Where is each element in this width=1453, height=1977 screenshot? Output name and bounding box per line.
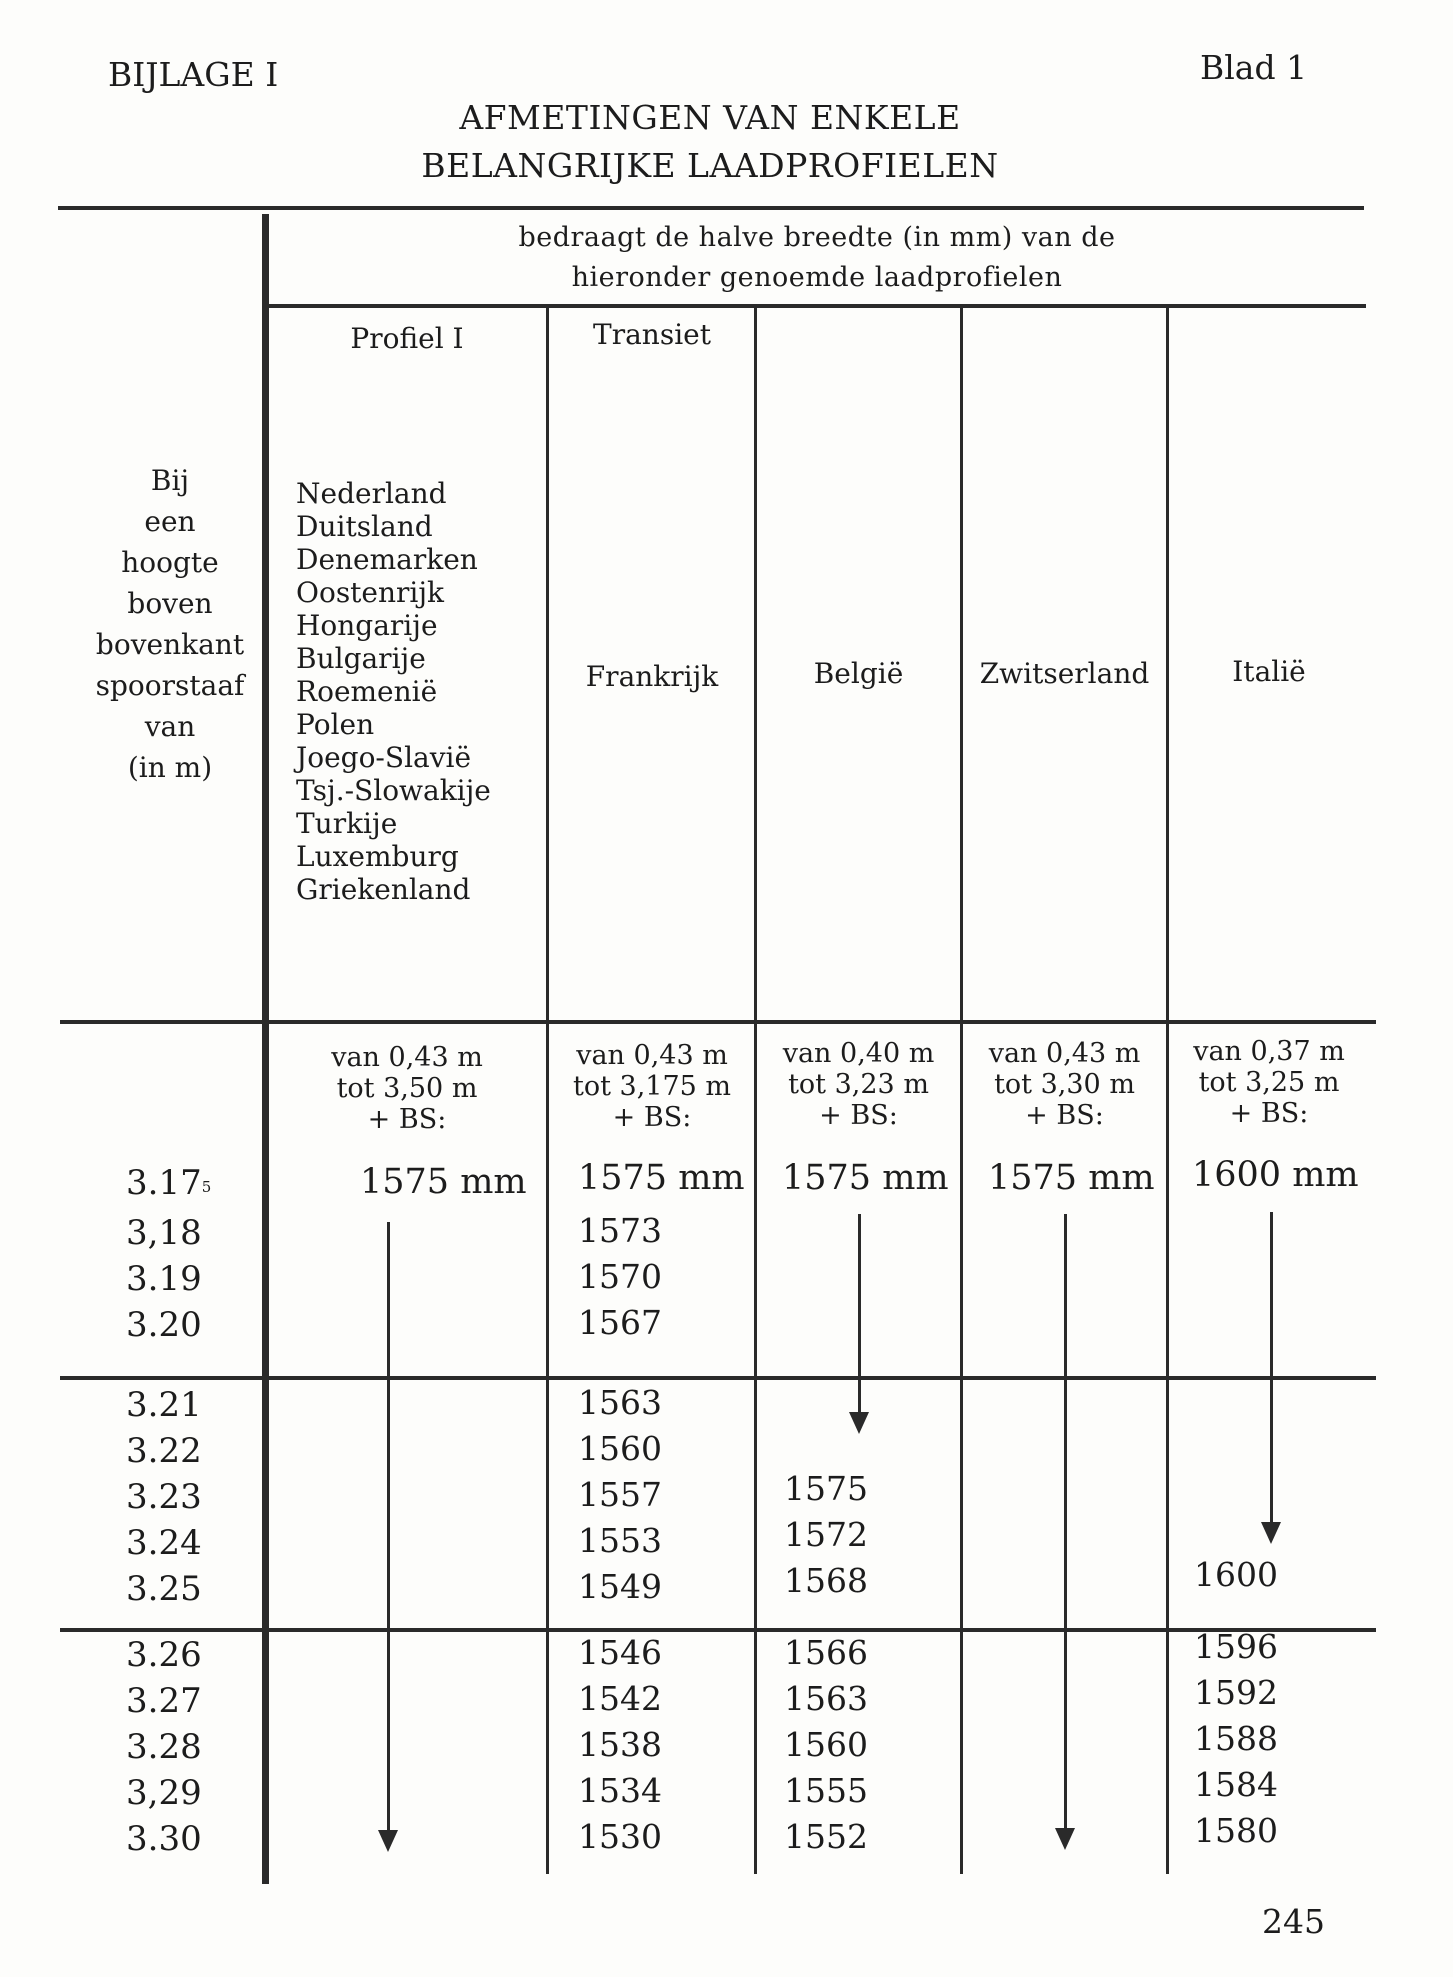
row-header-word: hoogte <box>121 546 219 579</box>
range-line: tot 3,25 m <box>1198 1067 1340 1098</box>
span-header-line2: hieronder genoemde laadprofielen <box>571 262 1063 293</box>
row-header-word: een <box>144 505 196 538</box>
frankrijk-value: 1567 <box>578 1303 662 1342</box>
country-item: Luxemburg <box>296 840 459 873</box>
range-line: tot 3,30 m <box>994 1069 1135 1100</box>
height-value: 3.27 <box>126 1681 202 1721</box>
belgie-values-group-2 <box>784 1466 868 1604</box>
italie-values-group-3 <box>1194 1624 1278 1854</box>
height-value: 3.24 <box>126 1523 202 1563</box>
heights-group-1 <box>126 1210 202 1348</box>
page-number: 245 <box>1262 1902 1325 1941</box>
country-item: Bulgarije <box>296 642 426 675</box>
height-value: 3.22 <box>126 1431 202 1471</box>
height-value: 3.30 <box>126 1819 202 1859</box>
heights-group-3 <box>126 1632 202 1862</box>
frankrijk-values-group-3 <box>578 1630 662 1860</box>
frankrijk-value: 1549 <box>578 1567 662 1606</box>
frankrijk-value: 1563 <box>578 1383 662 1422</box>
frankrijk-value: 1570 <box>578 1257 662 1296</box>
height-value: 3,18 <box>126 1213 202 1253</box>
range-line: tot 3,50 m <box>336 1073 478 1104</box>
range-line: tot 3,23 m <box>788 1069 929 1100</box>
italie-value: 1600 <box>1194 1555 1278 1594</box>
belgie-values-group-3 <box>784 1630 868 1860</box>
row-header-label <box>80 460 260 788</box>
range-line: van 0,37 m <box>1193 1036 1345 1067</box>
frankrijk-value: 1542 <box>578 1679 662 1718</box>
range-line: van 0,40 m <box>782 1038 935 1069</box>
height-main: 3.17 <box>126 1163 202 1203</box>
range-line: van 0,43 m <box>988 1038 1141 1069</box>
column-divider-1 <box>546 308 549 1874</box>
country-item: Turkije <box>296 807 398 840</box>
range-frankrijk <box>550 1040 754 1133</box>
frankrijk-values-group-1 <box>578 1208 662 1346</box>
belgie-value: 1560 <box>784 1725 868 1764</box>
column-label-italie: Italië <box>1232 655 1306 688</box>
frankrijk-value: 1538 <box>578 1725 662 1764</box>
range-belgie <box>757 1038 960 1131</box>
belgie-value: 1563 <box>784 1679 868 1718</box>
row-header-word: spoorstaaf <box>95 669 245 702</box>
country-item: Duitsland <box>296 510 433 543</box>
range-line: + BS: <box>367 1104 447 1135</box>
group-rule-1 <box>60 1376 1376 1380</box>
country-item: Oostenrijk <box>296 576 445 609</box>
page-title-line1: AFMETINGEN VAN ENKELE <box>459 98 961 137</box>
frankrijk-value: 1534 <box>578 1771 662 1810</box>
country-item: Polen <box>296 708 375 741</box>
height-value: 3,29 <box>126 1773 202 1813</box>
base-value-belgie: 1575 mm <box>782 1158 949 1198</box>
height-value: 3.20 <box>126 1305 202 1345</box>
range-profiel-i <box>268 1042 546 1135</box>
belgie-value: 1575 <box>784 1469 868 1508</box>
column-label-frankrijk: Frankrijk <box>585 660 719 693</box>
belgie-value: 1568 <box>784 1561 868 1600</box>
frankrijk-value: 1560 <box>578 1429 662 1468</box>
page-title-line2: BELANGRIJKE LAADPROFIELEN <box>421 146 999 185</box>
column-header-profiel-i: Profiel I <box>350 322 464 355</box>
country-item: Hongarije <box>296 609 438 642</box>
group-rule-2 <box>60 1628 1376 1632</box>
height-value: 3.28 <box>126 1727 202 1767</box>
column-header-transiet: Transiet <box>593 318 711 351</box>
height-value: 3.26 <box>126 1635 202 1675</box>
frankrijk-value: 1573 <box>578 1211 662 1250</box>
row-header-word: boven <box>127 587 213 620</box>
frankrijk-value: 1553 <box>578 1521 662 1560</box>
italie-value: 1580 <box>1194 1811 1278 1850</box>
range-zwitserland <box>963 1038 1166 1131</box>
row-header-word: bovenkant <box>95 628 245 661</box>
appendix-label: BIJLAGE I <box>108 55 279 94</box>
country-item: Roemenië <box>296 675 438 708</box>
country-item: Denemarken <box>296 543 478 576</box>
range-line: + BS: <box>1229 1098 1309 1129</box>
base-value-frankrijk: 1575 mm <box>578 1158 745 1198</box>
frankrijk-value: 1557 <box>578 1475 662 1514</box>
span-header-line1: bedraagt de halve breedte (in mm) van de <box>518 222 1116 253</box>
height-value: 3.19 <box>126 1259 202 1299</box>
country-item: Joego-Slavië <box>296 741 472 774</box>
belgie-value: 1552 <box>784 1817 868 1856</box>
base-value-zwitserland: 1575 mm <box>988 1158 1155 1198</box>
italie-value: 1588 <box>1194 1719 1278 1758</box>
range-line: van 0,43 m <box>576 1040 728 1071</box>
belgie-value: 1572 <box>784 1515 868 1554</box>
frankrijk-value: 1530 <box>578 1817 662 1856</box>
range-line: tot 3,175 m <box>572 1071 732 1102</box>
profiel-i-country-list <box>296 477 491 906</box>
height-value: 3.25 <box>126 1569 202 1609</box>
belgie-value: 1566 <box>784 1633 868 1672</box>
range-line: van 0,43 m <box>331 1042 483 1073</box>
range-line: + BS: <box>1025 1100 1104 1131</box>
italie-value: 1596 <box>1194 1627 1278 1666</box>
row-header-word: (in m) <box>127 751 213 784</box>
height-superscript: 5 <box>201 1178 212 1196</box>
italie-values-group-2 <box>1194 1552 1278 1598</box>
range-line: + BS: <box>819 1100 898 1131</box>
column-label-belgie: België <box>813 657 904 690</box>
height-value: 3.23 <box>126 1477 202 1517</box>
height-value: 3.21 <box>126 1385 202 1425</box>
country-item: Griekenland <box>296 873 471 906</box>
italie-value: 1592 <box>1194 1673 1278 1712</box>
row-header-word: van <box>144 710 196 743</box>
italie-value: 1584 <box>1194 1765 1278 1804</box>
frankrijk-value: 1546 <box>578 1633 662 1672</box>
country-item: Tsj.-Slowakije <box>296 774 491 807</box>
subheader-rule <box>266 304 1366 308</box>
base-value-profiel-i: 1575 mm <box>360 1162 527 1202</box>
table-top-rule <box>58 206 1364 210</box>
range-line: + BS: <box>612 1102 692 1133</box>
belgie-value: 1555 <box>784 1771 868 1810</box>
row-header-word: Bij <box>150 464 190 497</box>
column-label-zwitserland: Zwitserland <box>979 657 1150 690</box>
height-value-first <box>126 1160 211 1206</box>
base-value-italie: 1600 mm <box>1192 1155 1359 1195</box>
range-italie <box>1169 1036 1369 1129</box>
heights-group-2 <box>126 1382 202 1612</box>
sheet-label: Blad 1 <box>1200 48 1308 87</box>
country-item: Nederland <box>296 477 447 510</box>
header-bottom-rule <box>60 1020 1376 1024</box>
frankrijk-values-group-2 <box>578 1380 662 1610</box>
